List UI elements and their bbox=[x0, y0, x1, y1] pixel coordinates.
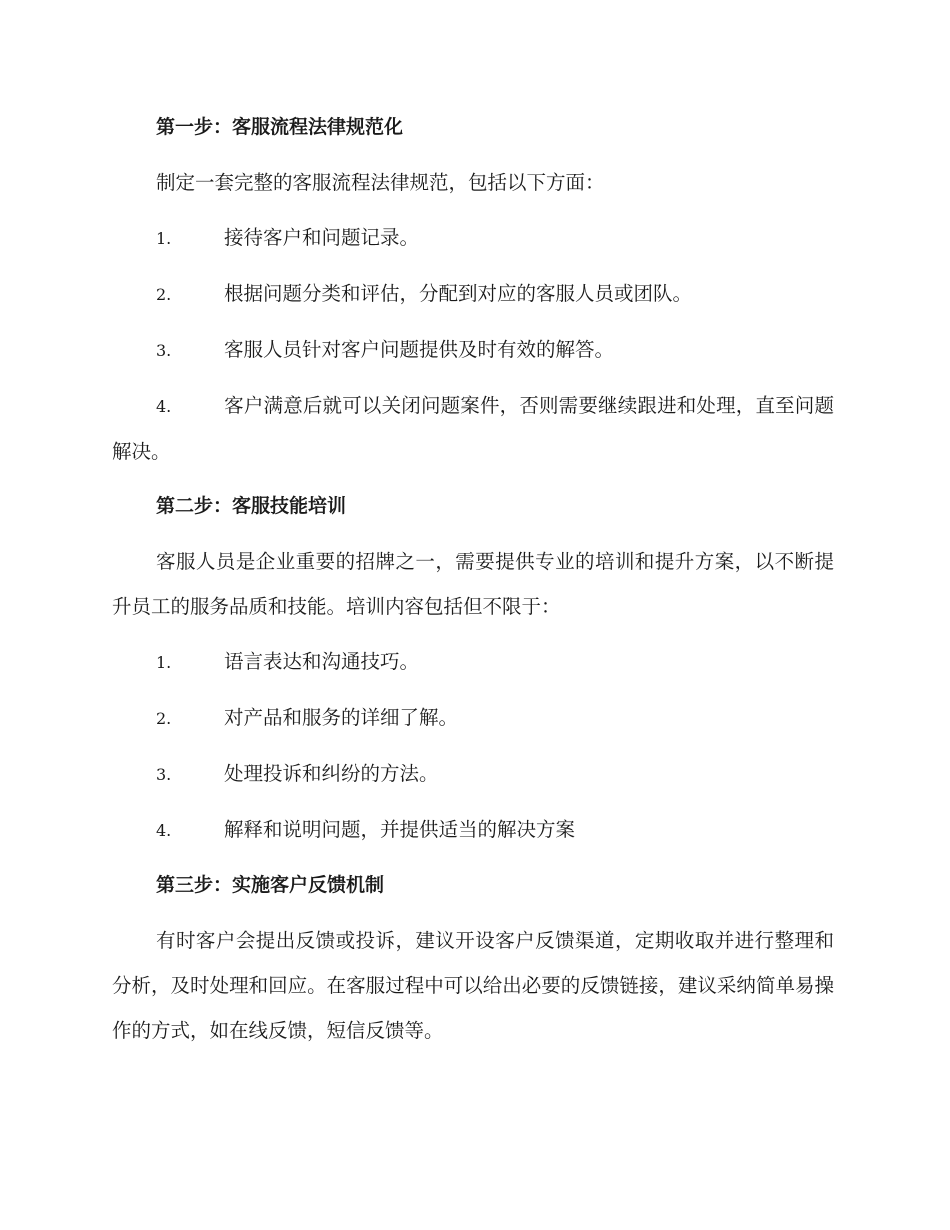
section-heading: 第三步：实施客户反馈机制 bbox=[156, 874, 385, 896]
list-text: 根据问题分类和评估，分配到对应的客服人员或团队。 bbox=[224, 282, 693, 305]
list-text: 客户满意后就可以关闭问题案件，否则需要继续跟进和处理，直至问题解决。 bbox=[112, 394, 834, 463]
list-item bbox=[112, 383, 834, 474]
list-item bbox=[112, 215, 834, 261]
list-item bbox=[112, 751, 834, 797]
list-text: 接待客户和问题记录。 bbox=[224, 226, 420, 249]
list-text: 对产品和服务的详细了解。 bbox=[224, 706, 459, 729]
list-number: 1. bbox=[156, 653, 172, 672]
list-item bbox=[112, 807, 834, 853]
section-intro: 有时客户会提出反馈或投诉，建议开设客户反馈渠道，定期收取并进行整理和分析，及时处理和回应。在客服过程中可以给出必要的反馈链接，建议采纳简单易操作的方式，如在线反馈，短信反馈等。 bbox=[112, 929, 834, 1042]
document-body bbox=[112, 105, 834, 1063]
list-number: 4. bbox=[156, 821, 172, 840]
list-number: 3. bbox=[156, 341, 172, 360]
section-intro: 客服人员是企业重要的招牌之一，需要提供专业的培训和提升方案，以不断提升员工的服务品质和技能。培训内容包括但不限于： bbox=[112, 550, 834, 618]
list-text: 客服人员针对客户问题提供及时有效的解答。 bbox=[224, 338, 615, 361]
list-text: 处理投诉和纠纷的方法。 bbox=[224, 762, 439, 785]
section-heading: 第二步：客服技能培训 bbox=[156, 495, 347, 517]
list-number: 4. bbox=[156, 397, 172, 416]
section-intro: 制定一套完整的客服流程法律规范，包括以下方面： bbox=[156, 171, 605, 194]
list-item bbox=[112, 695, 834, 741]
list-item bbox=[112, 327, 834, 373]
section-heading: 第一步：客服流程法律规范化 bbox=[156, 116, 404, 138]
list-item bbox=[112, 271, 834, 317]
list-number: 2. bbox=[156, 285, 172, 304]
list-item bbox=[112, 639, 834, 685]
list-text: 语言表达和沟通技巧。 bbox=[224, 650, 420, 673]
list-number: 1. bbox=[156, 229, 172, 248]
list-number: 3. bbox=[156, 765, 172, 784]
list-number: 2. bbox=[156, 709, 172, 728]
list-text: 解释和说明问题，并提供适当的解决方案 bbox=[224, 818, 576, 841]
